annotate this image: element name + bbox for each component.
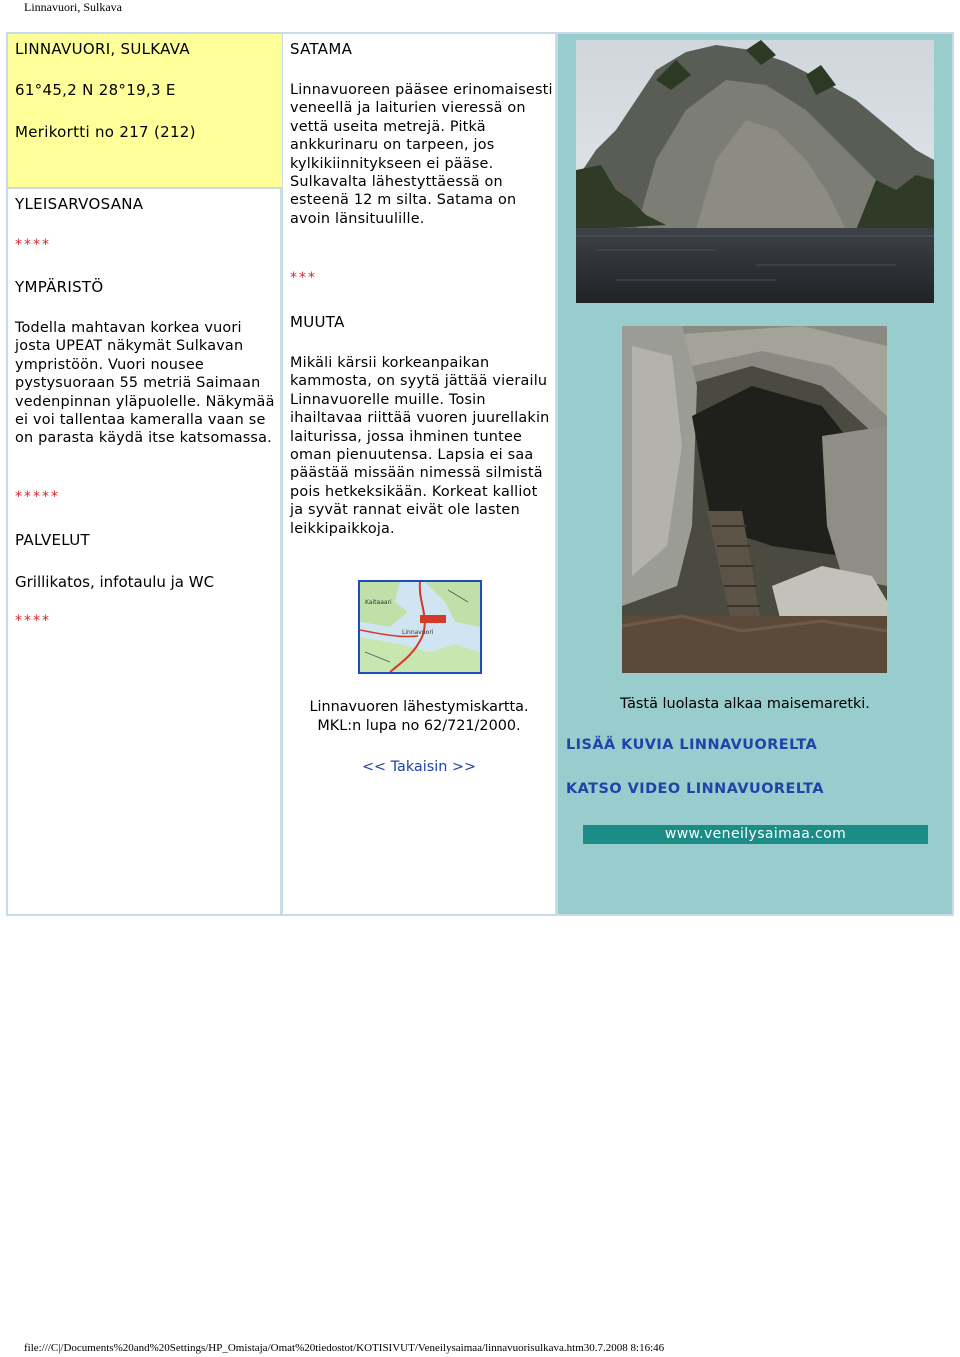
mountain-lake-photo (576, 40, 934, 303)
services-heading: PALVELUT (15, 531, 90, 549)
approach-map-image[interactable] (358, 580, 482, 674)
print-footer: file:///C|/Documents%20and%20Settings/HP_Omistaja/Omat%20tiedostot/KOTISIVUT/Veneilysaimaa/linnavuorisulkava.htm30.7.2008 8:16:46 (24, 1342, 665, 1354)
other-heading: MUUTA (290, 313, 345, 331)
location-box (8, 34, 282, 189)
environment-text: Todella mahtavan korkea vuori josta UPEAT näkymät Sulkavan ympristöön. Vuori nousee pystysuoraan 55 metriä Saimaan vedenpinnan yläpuolelle. Näkymää ei voi tallentaa kameralla vaan se on parasta käydä itse katsomassa. (15, 320, 275, 447)
print-header: Linnavuori, Sulkava (24, 0, 122, 14)
services-text: Grillikatos, infotaulu ja WC (15, 573, 215, 591)
map-label-1: Kaitaaari (365, 599, 392, 606)
middle-column (283, 34, 558, 914)
harbor-stars: *** (290, 270, 317, 286)
harbor-text: Linnavuoreen pääsee erinomaisesti veneellä ja laiturien vieressä on vettä useita metrejä. Pitkä ankkurinaru on tarpeen, jos kylkikiinnitykseen ei pääse. Sulkavalta lähestyttäessä on esteenä 12 m silta. Satama on avoin länsituulille. (290, 82, 553, 227)
services-stars: **** (15, 613, 51, 629)
coordinates: 61°45,2 N 28°19,3 E (15, 81, 176, 99)
harbor-heading: SATAMA (290, 40, 353, 58)
left-column (8, 34, 283, 914)
video-link[interactable]: KATSO VIDEO LINNAVUORELTA (566, 781, 824, 797)
back-link[interactable]: << Takaisin >> (361, 759, 477, 775)
other-text: Mikäli kärsii korkeanpaikan kammosta, on syytä jättää vierailu Linnavuorelle muille. Tosin ihailtavaa riittää vuoren juurellakin laiturissa, jossa ihminen tuntee oman pienuutensa. Lapsia ei saa päästää missään nimessä silmistä pois hetkeksikään. Korkeat kalliot ja syvät rannat eivät ole lasten leikkipaikkoja. (290, 355, 550, 537)
overall-rating-stars: **** (15, 237, 51, 253)
page-title: LINNAVUORI, SULKAVA (15, 40, 190, 58)
chart-number: Merikortti no 217 (212) (15, 123, 196, 141)
map-caption-line2: MKL:n lupa no 62/721/2000. (317, 718, 521, 734)
cave-caption: Tästä luolasta alkaa maisemaretki. (620, 696, 870, 712)
map-label-2: Linnavuori (402, 629, 434, 636)
environment-heading: YMPÄRISTÖ (15, 278, 104, 296)
more-photos-link[interactable]: LISÄÄ KUVIA LINNAVUORELTA (566, 737, 818, 753)
site-url-link[interactable]: www.veneilysaimaa.com (583, 825, 928, 844)
environment-stars: ***** (15, 489, 60, 505)
cave-photo (622, 326, 887, 673)
overall-rating-heading: YLEISARVOSANA (15, 195, 144, 213)
map-graphic (360, 582, 480, 672)
map-caption-line1: Linnavuoren lähestymiskartta. (309, 699, 529, 715)
